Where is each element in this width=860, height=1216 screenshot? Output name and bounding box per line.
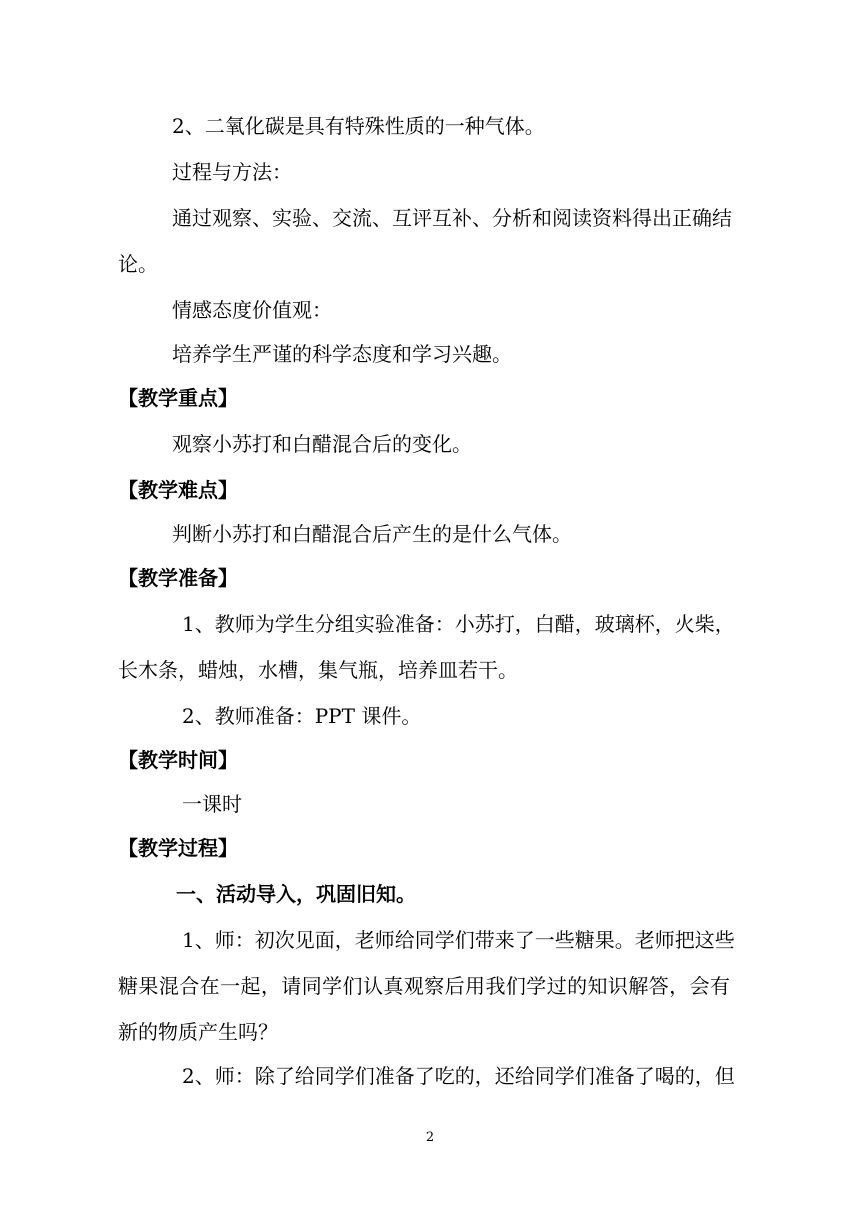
section-1-title: 一、活动导入，巩固旧知。 — [176, 882, 416, 906]
preparation-item-1-line-1: 1、教师为学生分组实验准备：小苏打，白醋，玻璃杯，火柴， — [182, 612, 735, 636]
paragraph-1-line-3: 新的物质产生吗？ — [118, 1020, 278, 1044]
paragraph-1-line-2: 糖果混合在一起，请同学们认真观察后用我们学过的知识解答，会有 — [118, 974, 730, 998]
paragraph-1-line-1: 1、师：初次见面，老师给同学们带来了一些糖果。老师把这些 — [182, 928, 735, 952]
process-method-text-line-1: 通过观察、实验、交流、互评互补、分析和阅读资料得出正确结 — [172, 206, 732, 230]
difficulty-text: 判断小苏打和白醋混合后产生的是什么气体。 — [172, 522, 572, 546]
emotion-attitude-text: 培养学生严谨的科学态度和学习兴趣。 — [172, 342, 512, 366]
time-heading: 【教学时间】 — [118, 748, 238, 772]
page-number: 2 — [425, 1130, 435, 1145]
paragraph-2-line-1: 2、师：除了给同学们准备了吃的，还给同学们准备了喝的，但 — [182, 1064, 735, 1088]
time-text: 一课时 — [182, 792, 242, 816]
key-point-text: 观察小苏打和白醋混合后的变化。 — [172, 432, 472, 456]
preparation-item-2: 2、教师准备：PPT 课件。 — [182, 704, 422, 728]
process-method-text-line-2: 论。 — [118, 252, 158, 276]
process-method-heading: 过程与方法： — [172, 160, 292, 184]
process-heading: 【教学过程】 — [118, 836, 238, 860]
emotion-attitude-heading: 情感态度价值观： — [172, 298, 332, 322]
difficulty-heading: 【教学难点】 — [118, 478, 238, 502]
preparation-item-1-line-2: 长木条，蜡烛，水槽，集气瓶，培养皿若干。 — [118, 658, 518, 682]
preparation-heading: 【教学准备】 — [118, 566, 238, 590]
knowledge-objective-2: 2、二氧化碳是具有特殊性质的一种气体。 — [172, 114, 545, 138]
key-point-heading: 【教学重点】 — [118, 386, 238, 410]
